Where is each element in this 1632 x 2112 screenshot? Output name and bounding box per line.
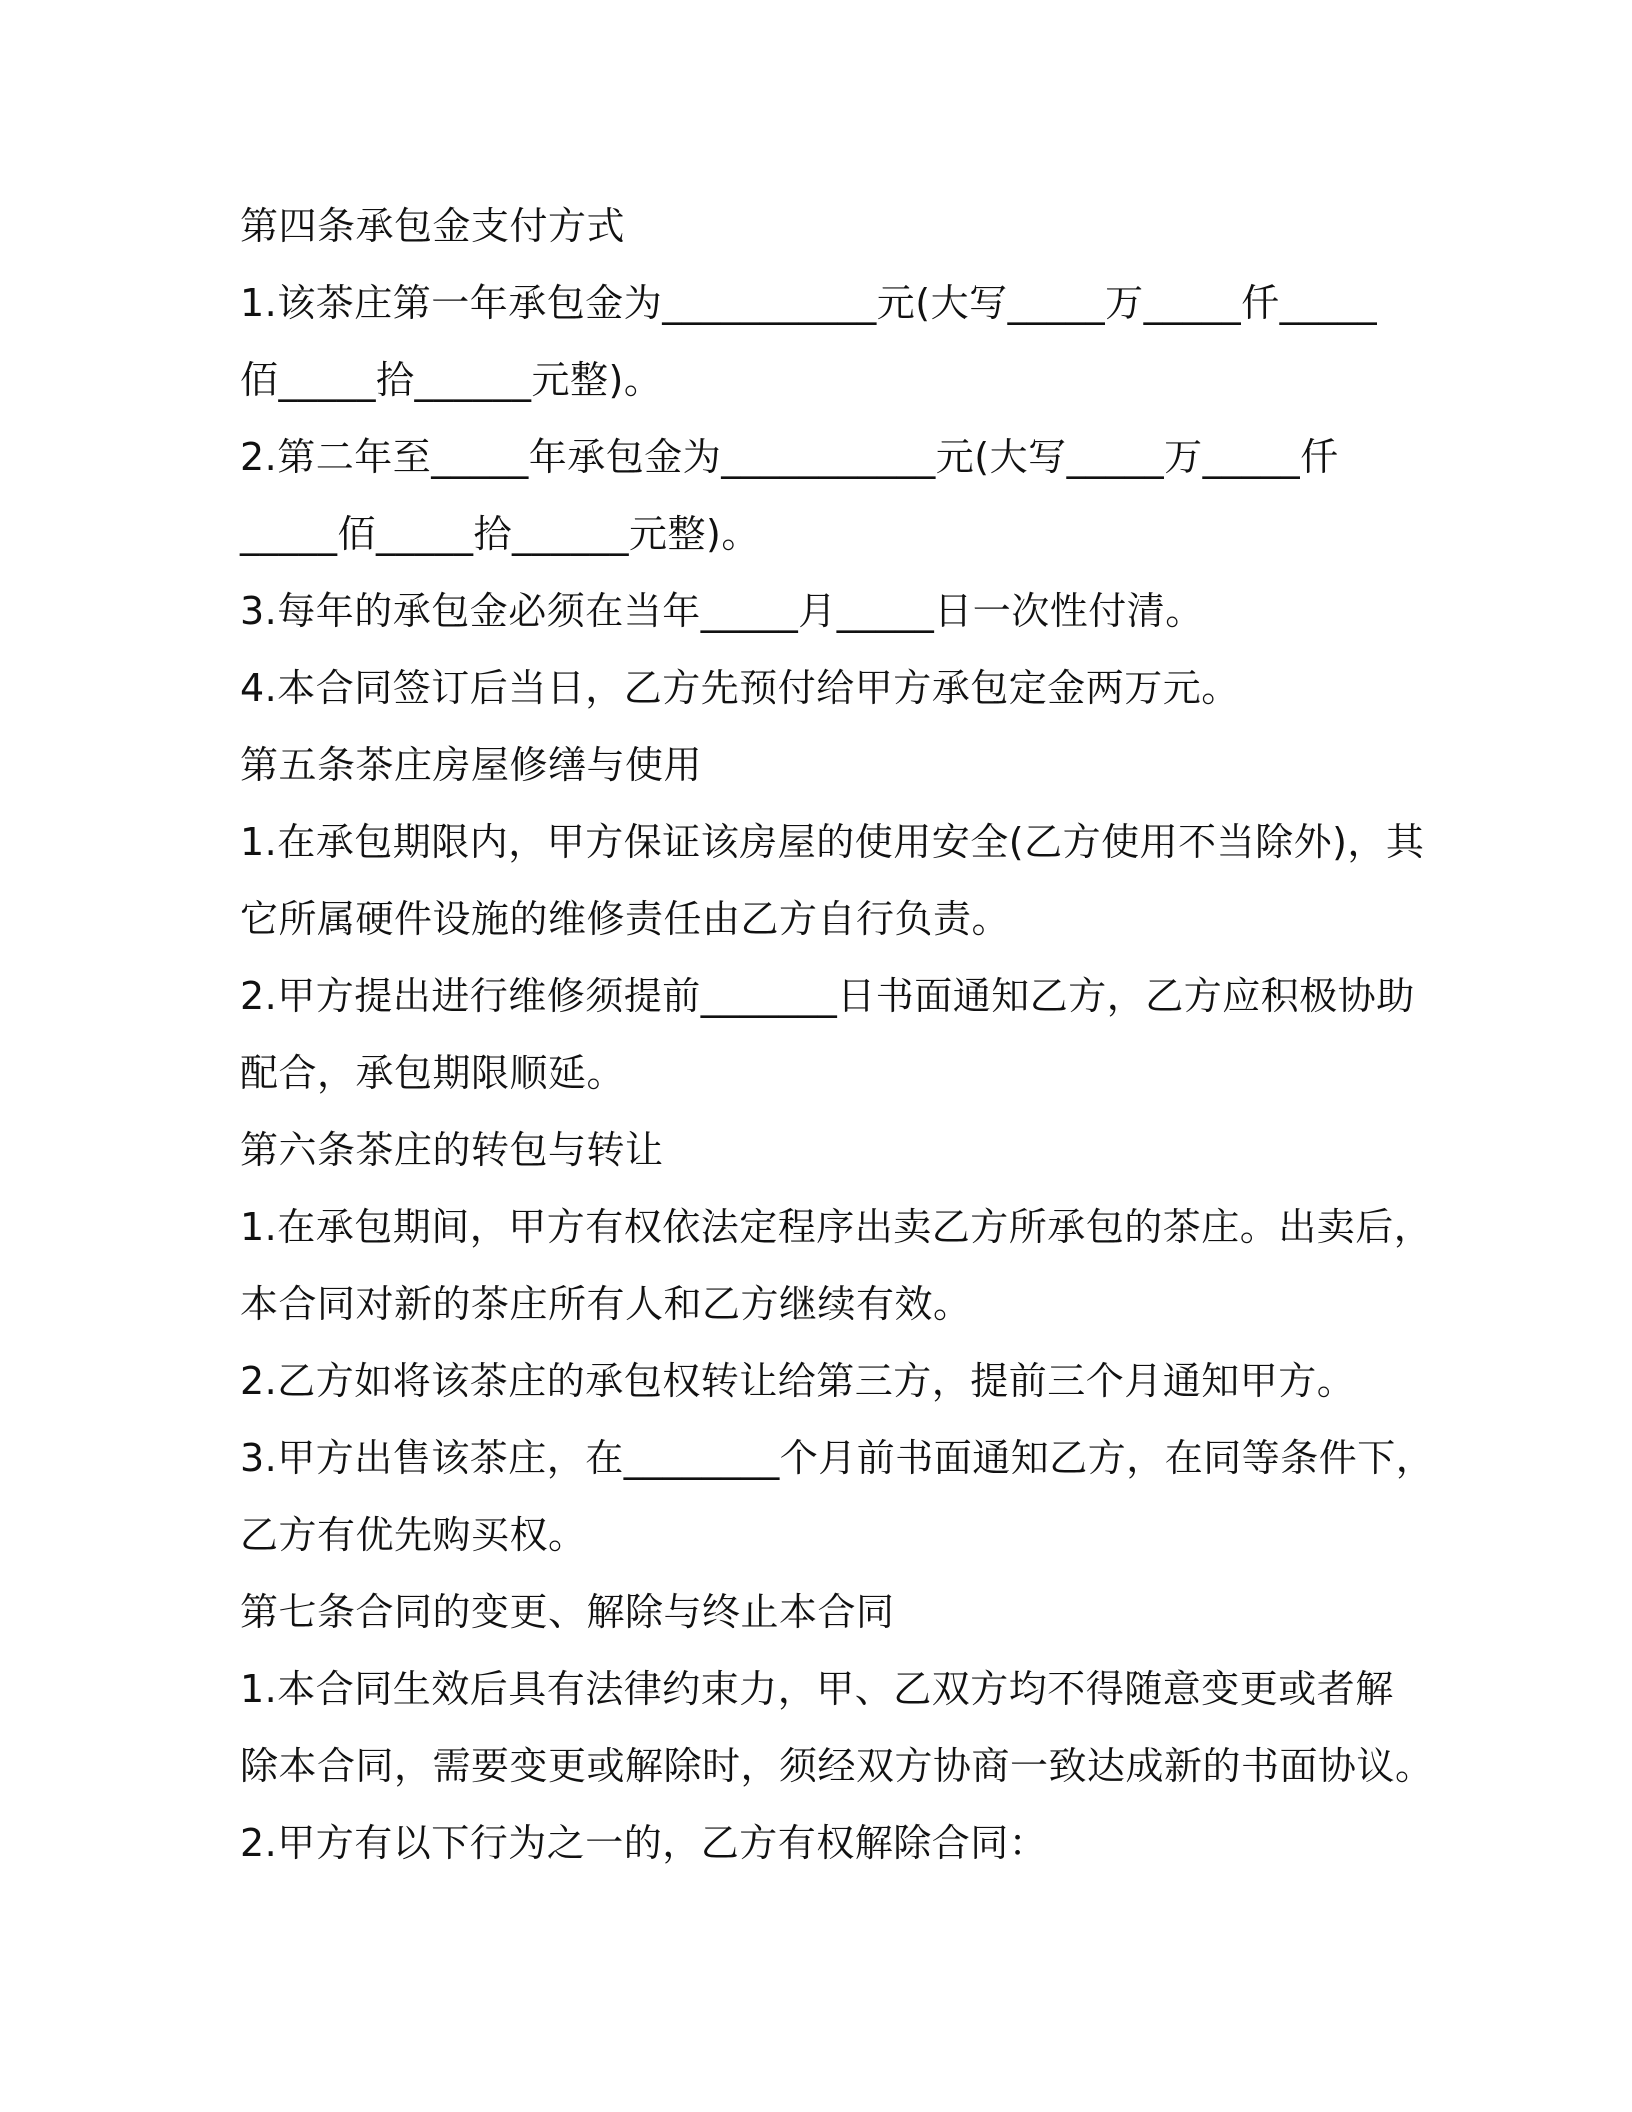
paragraph-line: 3.甲方出售该茶庄，在________个月前书面通知乙方，在同等条件下，: [240, 1436, 1435, 1480]
document-page: [240, 188, 1435, 1882]
paragraph-line: 1.本合同生效后具有法律约束力，甲、乙双方均不得随意变更或者解: [240, 1667, 1394, 1711]
paragraph-line: 配合，承包期限顺延。: [240, 1051, 626, 1095]
paragraph-line: 2.第二年至_____年承包金为___________元(大写_____万_____仟: [240, 435, 1339, 479]
paragraph-line: 它所属硬件设施的维修责任由乙方自行负责。: [240, 897, 1011, 941]
paragraph-line: 本合同对新的茶庄所有人和乙方继续有效。: [240, 1282, 972, 1326]
paragraph-line: 2.甲方提出进行维修须提前_______日书面通知乙方，乙方应积极协助: [240, 974, 1415, 1018]
paragraph-line: 1.该茶庄第一年承包金为___________元(大写_____万_____仟_____: [240, 281, 1378, 325]
paragraph-line: 1.在承包期间，甲方有权依法定程序出卖乙方所承包的茶庄。出卖后，: [240, 1205, 1433, 1249]
paragraph-line: 2.乙方如将该茶庄的承包权转让给第三方，提前三个月通知甲方。: [240, 1359, 1356, 1403]
paragraph-line: 2.甲方有以下行为之一的，乙方有权解除合同：: [240, 1821, 1048, 1865]
heading-article-4: 第四条承包金支付方式: [240, 204, 626, 248]
paragraph-line: 1.在承包期限内，甲方保证该房屋的使用安全(乙方使用不当除外)，其: [240, 820, 1425, 864]
paragraph-line: 乙方有优先购买权。: [240, 1513, 587, 1557]
paragraph-line: 3.每年的承包金必须在当年_____月_____日一次性付清。: [240, 589, 1204, 633]
paragraph-line: 除本合同，需要变更或解除时，须经双方协商一致达成新的书面协议。: [240, 1744, 1434, 1788]
heading-article-5: 第五条茶庄房屋修缮与使用: [240, 743, 703, 787]
paragraph-line: 4.本合同签订后当日，乙方先预付给甲方承包定金两万元。: [240, 666, 1240, 710]
paragraph-line: _____佰_____拾______元整)。: [240, 512, 760, 556]
paragraph-line: 佰_____拾______元整)。: [240, 358, 663, 402]
heading-article-7: 第七条合同的变更、解除与终止本合同: [240, 1590, 895, 1634]
heading-article-6: 第六条茶庄的转包与转让: [240, 1128, 664, 1172]
